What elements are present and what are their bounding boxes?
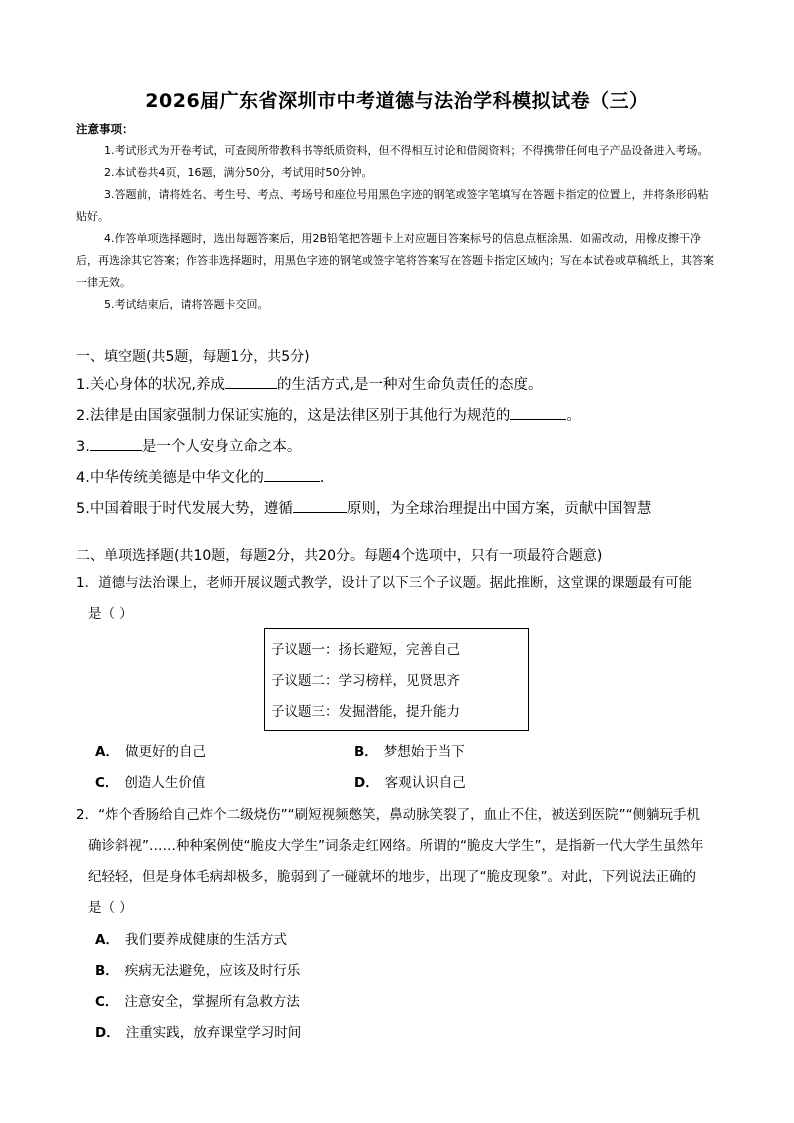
fill-question-5 xyxy=(76,497,651,518)
section1-heading: 一、填空题(共5题，每题1分，共5分) xyxy=(76,349,310,365)
option-text: 注意安全，掌握所有急救方法 xyxy=(124,994,300,1010)
notice-item: 4.作答单项选择题时，选出每题答案后，用2B铅笔把答题卡上对应题目答案标号的信息点框涂黑．如需改动，用橡皮擦干净后，再选涂其它答案；作答非选择题时，用黑色字迹的钢笔或签字笔将答案写在答题卡指定区域内；写在本试卷或草稿纸上，其答案一律无效。 xyxy=(76,232,714,289)
option-letter: D． xyxy=(354,775,379,791)
q2-stem: 2．“炸个香肠给自己炸个二级烧伤”“刷短视频憋笑，鼻动脉笑裂了，血止不住，被送到医院”“侧躺玩手机 xyxy=(76,807,701,823)
q1-option-a[interactable] xyxy=(95,740,206,760)
q1-option-b[interactable] xyxy=(354,740,465,760)
option-text: 我们要养成健康的生活方式 xyxy=(124,932,287,948)
fill-question-3 xyxy=(76,435,301,456)
question-text: 5.中国着眼于时代发展大势，遵循 xyxy=(76,501,293,517)
option-letter: A． xyxy=(95,932,119,948)
notice-item: 1.考试形式为开卷考试，可查阅所带教科书等纸质资料，但不得相互讨论和借阅资料；不得携带任何电子产品设备进入考场。 xyxy=(104,144,709,157)
option-letter: A． xyxy=(95,744,119,760)
answer-blank[interactable] xyxy=(225,374,277,389)
q2-option-d[interactable] xyxy=(95,1021,301,1041)
option-letter: C． xyxy=(95,775,119,791)
q1-option-d[interactable] xyxy=(354,771,466,791)
notice-block xyxy=(76,118,716,316)
section2-heading: 二、单项选择题(共10题，每题2分，共20分。每题4个选项中，只有一项最符合题意) xyxy=(76,548,603,564)
q2-option-b[interactable] xyxy=(95,959,300,979)
option-text: 做更好的自己 xyxy=(124,744,206,760)
q2-option-c[interactable] xyxy=(95,990,300,1010)
answer-blank[interactable] xyxy=(293,498,347,513)
q1-option-c[interactable] xyxy=(95,771,205,791)
option-letter: C． xyxy=(95,994,119,1010)
answer-blank[interactable] xyxy=(90,436,142,451)
question-text: 3. xyxy=(76,439,90,455)
question-text: 2.法律是由国家强制力保证实施的，这是法律区别于其他行为规范的 xyxy=(76,408,511,424)
option-letter: B． xyxy=(95,963,119,979)
question-text: . xyxy=(319,470,325,486)
option-letter: D． xyxy=(95,1025,120,1041)
notice-item: 3.答题前，请将姓名、考生号、考点、考场号和座位号用黑色字迹的钢笔或签字笔填写在答题卡指定的位置上，并将条形码粘贴好。 xyxy=(76,188,709,223)
option-text: 注重实践，放弃课堂学习时间 xyxy=(125,1025,302,1041)
notice-heading: 注意事项： xyxy=(76,122,134,136)
question-text: 的生活方式,是一种对生命负责任的态度。 xyxy=(276,377,543,393)
question-text: 4.中华传统美德是中华文化的 xyxy=(76,470,264,486)
sub-topic-item: 子议题一：扬长避短，完善自己 xyxy=(271,642,460,658)
option-text: 创造人生价值 xyxy=(124,775,206,791)
question-text: 是一个人安身立命之本。 xyxy=(141,439,302,455)
question-text: 。 xyxy=(566,408,581,424)
q2-stem: 是（ ） xyxy=(88,900,133,916)
answer-blank[interactable] xyxy=(510,405,566,420)
option-letter: B． xyxy=(354,744,378,760)
notice-item: 5.考试结束后，请将答题卡交回。 xyxy=(104,298,269,311)
sub-topic-box xyxy=(264,628,529,731)
q2-stem: 纪轻轻，但是身体毛病却极多，脆弱到了一碰就坏的地步，出现了“脆皮现象”。对此，下列说法正确的 xyxy=(88,869,696,885)
fill-question-2 xyxy=(76,404,581,425)
q2-option-a[interactable] xyxy=(95,928,287,948)
fill-question-4 xyxy=(76,466,324,487)
exam-title: 2026届广东省深圳市中考道德与法治学科模拟试卷（三） xyxy=(145,90,649,112)
q2-stem: 确诊斜视”……种种案例使“脆皮大学生”词条走红网络。所谓的“脆皮大学生”，是指新一代大学生虽然年 xyxy=(88,838,704,854)
question-text: 1.关心身体的状况,养成 xyxy=(76,377,225,393)
fill-question-1 xyxy=(76,373,543,394)
question-text: 原则，为全球治理提出中国方案，贡献中国智慧 xyxy=(346,501,652,517)
q1-stem: 是（ ） xyxy=(88,606,133,622)
option-text: 梦想始于当下 xyxy=(383,744,465,760)
sub-topic-item: 子议题三：发掘潜能，提升能力 xyxy=(271,704,460,720)
q1-stem: 1．道德与法治课上，老师开展议题式教学，设计了以下三个子议题。据此推断，这堂课的课题最有可能 xyxy=(76,575,693,591)
option-text: 客观认识自己 xyxy=(384,775,466,791)
option-text: 疾病无法避免，应该及时行乐 xyxy=(124,963,301,979)
answer-blank[interactable] xyxy=(264,467,320,482)
sub-topic-item: 子议题二：学习榜样，见贤思齐 xyxy=(271,673,460,689)
notice-item: 2.本试卷共4页，16题，满分50分，考试用时50分钟。 xyxy=(104,166,373,179)
